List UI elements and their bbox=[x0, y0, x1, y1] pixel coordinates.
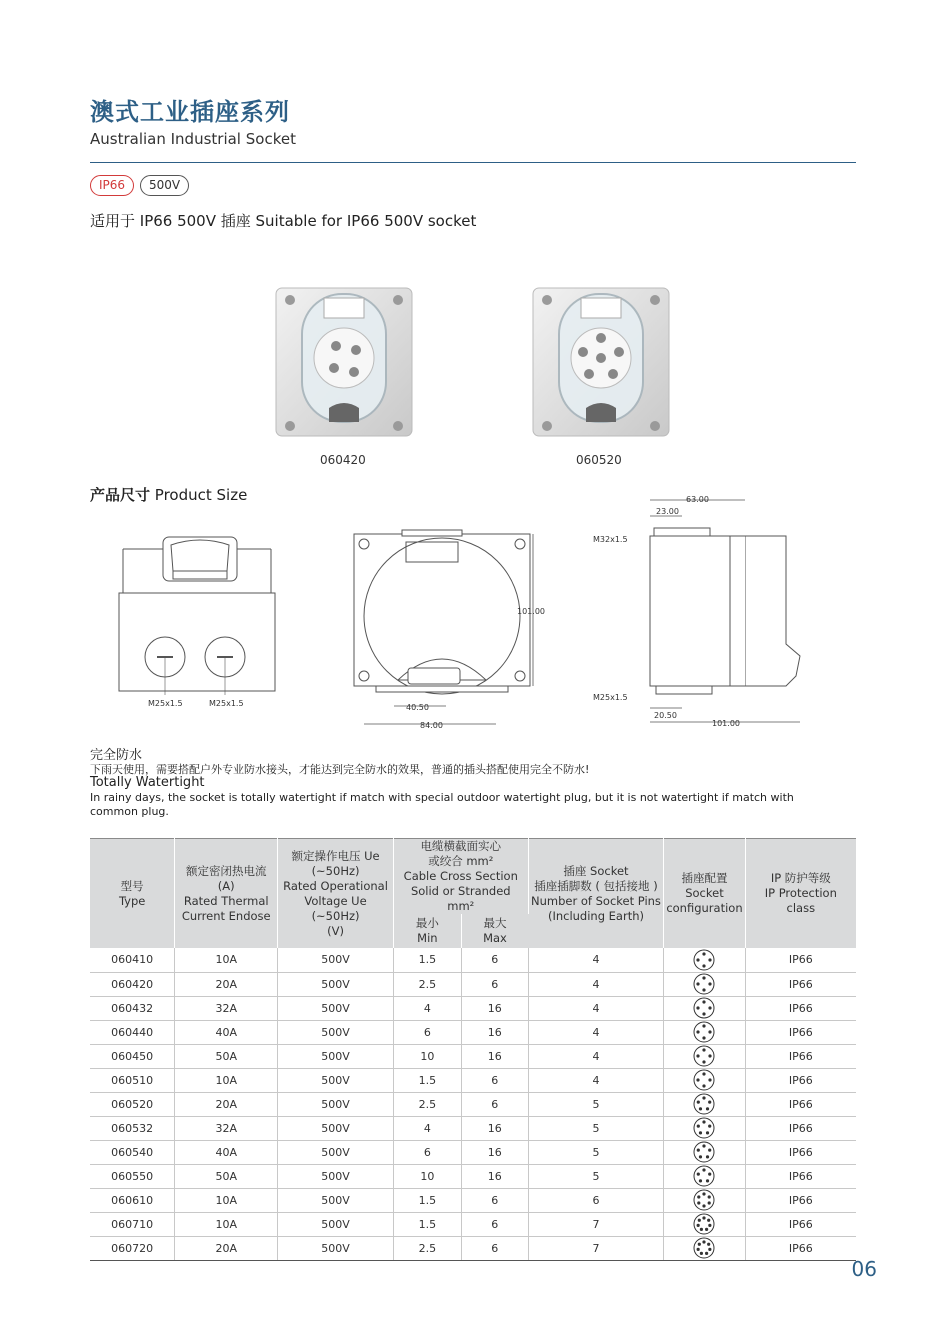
cell-current: 20A bbox=[175, 1236, 278, 1260]
cell-type: 060610 bbox=[90, 1188, 175, 1212]
cell-voltage: 500V bbox=[278, 1068, 394, 1092]
spec-table bbox=[90, 838, 856, 1261]
cell-max: 16 bbox=[461, 1116, 528, 1140]
cell-type: 060440 bbox=[90, 1020, 175, 1044]
cell-max: 6 bbox=[461, 1068, 528, 1092]
cell-current: 20A bbox=[175, 1092, 278, 1116]
product-size-title-en: Product Size bbox=[154, 486, 248, 504]
cell-pins: 5 bbox=[528, 1140, 664, 1164]
cell-config bbox=[664, 1188, 745, 1212]
bottom-thread-label-left: M25x1.5 bbox=[148, 699, 183, 708]
cell-min: 4 bbox=[393, 996, 461, 1020]
voltage-badge: 500V bbox=[140, 175, 189, 196]
cell-pins: 5 bbox=[528, 1116, 664, 1140]
cell-current: 50A bbox=[175, 1044, 278, 1068]
cell-current: 32A bbox=[175, 1116, 278, 1140]
cell-voltage: 500V bbox=[278, 972, 394, 996]
cell-min: 1.5 bbox=[393, 1068, 461, 1092]
cell-min: 2.5 bbox=[393, 1092, 461, 1116]
page-title-en: Australian Industrial Socket bbox=[90, 130, 296, 148]
front-inner-width-dimension: 40.50 bbox=[406, 703, 429, 712]
cell-config bbox=[664, 1116, 745, 1140]
cell-type: 060540 bbox=[90, 1140, 175, 1164]
cell-ip: IP66 bbox=[745, 1020, 856, 1044]
cell-max: 6 bbox=[461, 1212, 528, 1236]
table-row bbox=[90, 972, 856, 996]
socket-pin-config-icon bbox=[693, 1237, 715, 1259]
cell-config bbox=[664, 948, 745, 972]
cell-voltage: 500V bbox=[278, 1212, 394, 1236]
title-divider bbox=[90, 162, 856, 163]
cell-current: 50A bbox=[175, 1164, 278, 1188]
cell-min: 1.5 bbox=[393, 1188, 461, 1212]
socket-pin-config-icon bbox=[693, 1213, 715, 1235]
cell-min: 2.5 bbox=[393, 1236, 461, 1260]
socket-pin-config-icon bbox=[693, 997, 715, 1019]
cell-ip: IP66 bbox=[745, 1188, 856, 1212]
cell-max: 16 bbox=[461, 1164, 528, 1188]
side-top-thread-label: M32x1.5 bbox=[593, 535, 628, 544]
cell-current: 10A bbox=[175, 1212, 278, 1236]
cell-config bbox=[664, 1092, 745, 1116]
cell-voltage: 500V bbox=[278, 948, 394, 972]
bottom-thread-label-right: M25x1.5 bbox=[209, 699, 244, 708]
table-row bbox=[90, 1044, 856, 1068]
product-size-title-cn: 产品尺寸 bbox=[90, 486, 151, 504]
cell-voltage: 500V bbox=[278, 1164, 394, 1188]
cell-max: 16 bbox=[461, 996, 528, 1020]
socket-pin-config-icon bbox=[693, 949, 715, 971]
watertight-text-cn: 下雨天使用，需要搭配户外专业防水接头，才能达到完全防水的效果，普通的插头搭配使用完全不防水! bbox=[90, 763, 590, 776]
table-row bbox=[90, 948, 856, 972]
cell-ip: IP66 bbox=[745, 948, 856, 972]
cell-current: 32A bbox=[175, 996, 278, 1020]
cell-type: 060550 bbox=[90, 1164, 175, 1188]
bottom-view-drawing bbox=[115, 535, 285, 715]
cell-config bbox=[664, 996, 745, 1020]
socket-pin-config-icon bbox=[693, 1069, 715, 1091]
watertight-text-en: In rainy days, the socket is totally watertight if match with special outdoor watertight plug, but it is not watertight if match with common plug. bbox=[90, 791, 794, 818]
cell-max: 6 bbox=[461, 972, 528, 996]
cell-max: 16 bbox=[461, 1140, 528, 1164]
socket-pin-config-icon bbox=[693, 973, 715, 995]
cell-min: 6 bbox=[393, 1020, 461, 1044]
cell-max: 6 bbox=[461, 1092, 528, 1116]
cell-ip: IP66 bbox=[745, 1212, 856, 1236]
table-row bbox=[90, 1236, 856, 1260]
cell-current: 40A bbox=[175, 1020, 278, 1044]
cell-pins: 6 bbox=[528, 1188, 664, 1212]
cell-voltage: 500V bbox=[278, 1188, 394, 1212]
cell-ip: IP66 bbox=[745, 1044, 856, 1068]
cell-min: 10 bbox=[393, 1164, 461, 1188]
header-current: 额定密闭热电流 (A) Rated Thermal Current Endose bbox=[175, 839, 278, 949]
cell-config bbox=[664, 1140, 745, 1164]
cell-pins: 5 bbox=[528, 1164, 664, 1188]
cell-voltage: 500V bbox=[278, 1140, 394, 1164]
cell-current: 40A bbox=[175, 1140, 278, 1164]
header-ip: IP 防护等级 IP Protection class bbox=[745, 839, 856, 949]
cell-ip: IP66 bbox=[745, 1092, 856, 1116]
cell-pins: 4 bbox=[528, 1068, 664, 1092]
table-row bbox=[90, 1116, 856, 1140]
cell-current: 10A bbox=[175, 1068, 278, 1092]
cell-current: 20A bbox=[175, 972, 278, 996]
cell-max: 6 bbox=[461, 1236, 528, 1260]
header-config: 插座配置 Socket configuration bbox=[664, 839, 745, 949]
table-row bbox=[90, 996, 856, 1020]
cell-type: 060420 bbox=[90, 972, 175, 996]
photo-caption-1: 060420 bbox=[320, 453, 366, 467]
table-row bbox=[90, 1068, 856, 1092]
socket-pin-config-icon bbox=[693, 1093, 715, 1115]
cell-min: 1.5 bbox=[393, 1212, 461, 1236]
cell-max: 6 bbox=[461, 948, 528, 972]
watertight-title-en: Totally Watertight bbox=[90, 775, 205, 790]
table-row bbox=[90, 1188, 856, 1212]
cell-config bbox=[664, 972, 745, 996]
cell-ip: IP66 bbox=[745, 1140, 856, 1164]
table-row bbox=[90, 1092, 856, 1116]
cell-type: 060520 bbox=[90, 1092, 175, 1116]
page-number: 06 bbox=[851, 1257, 877, 1281]
header-cable: 电缆横截面实心 或绞合 mm² Cable Cross Section Solid or Stranded mm² bbox=[393, 839, 528, 915]
table-row bbox=[90, 1164, 856, 1188]
cell-voltage: 500V bbox=[278, 1020, 394, 1044]
cell-config bbox=[664, 1020, 745, 1044]
cell-ip: IP66 bbox=[745, 1164, 856, 1188]
cell-max: 16 bbox=[461, 1044, 528, 1068]
cell-voltage: 500V bbox=[278, 1116, 394, 1140]
cell-config bbox=[664, 1236, 745, 1260]
side-length-dimension: 101.00 bbox=[712, 719, 740, 728]
cell-config bbox=[664, 1164, 745, 1188]
socket-pin-config-icon bbox=[693, 1021, 715, 1043]
cell-min: 10 bbox=[393, 1044, 461, 1068]
cell-voltage: 500V bbox=[278, 1092, 394, 1116]
ip-rating-badge: IP66 bbox=[90, 175, 134, 196]
cell-type: 060710 bbox=[90, 1212, 175, 1236]
cell-min: 4 bbox=[393, 1116, 461, 1140]
cell-config bbox=[664, 1068, 745, 1092]
cell-voltage: 500V bbox=[278, 1044, 394, 1068]
cell-ip: IP66 bbox=[745, 1116, 856, 1140]
cell-config bbox=[664, 1212, 745, 1236]
cell-type: 060450 bbox=[90, 1044, 175, 1068]
cell-ip: IP66 bbox=[745, 972, 856, 996]
cell-pins: 5 bbox=[528, 1092, 664, 1116]
cell-type: 060720 bbox=[90, 1236, 175, 1260]
photo-caption-2: 060520 bbox=[576, 453, 622, 467]
page-title-cn: 澳式工业插座系列 bbox=[90, 98, 290, 126]
side-width-dimension: 63.00 bbox=[686, 495, 709, 504]
cell-pins: 7 bbox=[528, 1212, 664, 1236]
socket-pin-config-icon bbox=[693, 1189, 715, 1211]
suitable-description: 适用于 IP66 500V 插座 Suitable for IP66 500V socket bbox=[90, 212, 477, 230]
side-bottom-offset-dimension: 20.50 bbox=[654, 711, 677, 720]
cell-min: 6 bbox=[393, 1140, 461, 1164]
cell-pins: 4 bbox=[528, 948, 664, 972]
side-bottom-thread-label: M25x1.5 bbox=[593, 693, 628, 702]
front-width-dimension: 84.00 bbox=[420, 721, 443, 730]
header-max: 最大 Max bbox=[461, 914, 528, 948]
cell-type: 060510 bbox=[90, 1068, 175, 1092]
product-size-heading bbox=[90, 484, 247, 505]
cell-config bbox=[664, 1044, 745, 1068]
cell-max: 6 bbox=[461, 1188, 528, 1212]
cell-min: 2.5 bbox=[393, 972, 461, 996]
cell-type: 060410 bbox=[90, 948, 175, 972]
cell-pins: 4 bbox=[528, 972, 664, 996]
cell-ip: IP66 bbox=[745, 1236, 856, 1260]
cell-voltage: 500V bbox=[278, 1236, 394, 1260]
cell-pins: 7 bbox=[528, 1236, 664, 1260]
cell-type: 060532 bbox=[90, 1116, 175, 1140]
cell-current: 10A bbox=[175, 948, 278, 972]
socket-pin-config-icon bbox=[693, 1045, 715, 1067]
socket-pin-config-icon bbox=[693, 1117, 715, 1139]
side-offset-dimension: 23.00 bbox=[656, 507, 679, 516]
cell-max: 16 bbox=[461, 1020, 528, 1044]
product-photo-060420 bbox=[274, 286, 414, 438]
socket-pin-config-icon bbox=[693, 1141, 715, 1163]
cell-min: 1.5 bbox=[393, 948, 461, 972]
socket-pin-config-icon bbox=[693, 1165, 715, 1187]
cell-pins: 4 bbox=[528, 996, 664, 1020]
cell-pins: 4 bbox=[528, 1044, 664, 1068]
cell-pins: 4 bbox=[528, 1020, 664, 1044]
table-row bbox=[90, 1020, 856, 1044]
table-row bbox=[90, 1140, 856, 1164]
front-view-drawing bbox=[350, 528, 550, 733]
header-min: 最小 Min bbox=[393, 914, 461, 948]
header-pins: 插座 Socket 插座插脚数 ( 包括接地 ) Number of Socket Pins (Including Earth) bbox=[528, 839, 664, 949]
side-view-drawing bbox=[590, 494, 815, 734]
product-photo-060520 bbox=[531, 286, 671, 438]
cell-voltage: 500V bbox=[278, 996, 394, 1020]
cell-current: 10A bbox=[175, 1188, 278, 1212]
header-voltage: 额定操作电压 Ue (~50Hz) Rated Operational Voltage Ue (~50Hz) (V) bbox=[278, 839, 394, 949]
cell-type: 060432 bbox=[90, 996, 175, 1020]
header-type: 型号 Type bbox=[90, 839, 175, 949]
watertight-title-cn: 完全防水 bbox=[90, 748, 143, 763]
table-row bbox=[90, 1212, 856, 1236]
front-height-dimension: 101.00 bbox=[517, 607, 545, 616]
cell-ip: IP66 bbox=[745, 996, 856, 1020]
cell-ip: IP66 bbox=[745, 1068, 856, 1092]
